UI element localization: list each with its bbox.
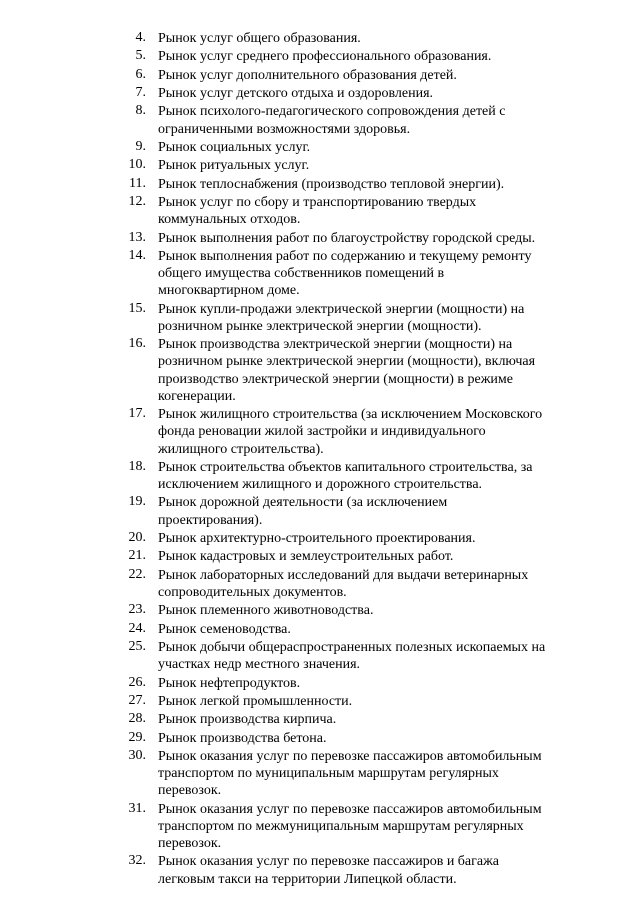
list-item-text-line bbox=[158, 84, 433, 102]
list-item-text-line bbox=[158, 601, 373, 619]
list-item-text-line bbox=[158, 800, 542, 818]
list-item-text: перевозок. bbox=[158, 783, 222, 799]
list-item-text: Рынок купли-продажи электрической энергии (мощности) на bbox=[158, 301, 525, 317]
list-item-text-line bbox=[158, 229, 535, 247]
list-item-number: 15. bbox=[128, 300, 146, 316]
list-item-text-line bbox=[158, 335, 512, 353]
list-item-text: Рынок семеноводства. bbox=[158, 621, 291, 637]
list-item-number: 22. bbox=[128, 566, 146, 582]
list-item-text-line bbox=[158, 511, 262, 529]
list-item-text-line bbox=[158, 138, 310, 156]
list-item-number: 11. bbox=[129, 175, 146, 191]
list-item-number: 6. bbox=[135, 66, 146, 82]
list-item-text-line bbox=[158, 852, 499, 870]
list-item-text-line bbox=[158, 120, 410, 138]
list-item-number: 19. bbox=[128, 494, 146, 510]
list-item-text: Рынок выполнения работ по благоустройству городской среды. bbox=[158, 230, 536, 246]
list-item-number: 32. bbox=[128, 853, 146, 869]
list-item-number: 9. bbox=[135, 138, 146, 154]
list-item-number: 5. bbox=[135, 48, 146, 64]
list-item-text-line bbox=[158, 834, 221, 852]
list-item-text-line bbox=[158, 29, 361, 47]
list-item-text-line bbox=[158, 781, 221, 799]
list-item-text-line bbox=[158, 264, 444, 282]
list-item-text: Рынок услуг по сбору и транспортированию твердых bbox=[158, 195, 477, 210]
list-item-number: 31. bbox=[128, 800, 146, 816]
list-item-text-line bbox=[158, 352, 535, 370]
list-item-text-line bbox=[158, 655, 360, 673]
list-item-number: 25. bbox=[128, 638, 146, 654]
list-item-text: Рынок ритуальных услуг. bbox=[158, 158, 310, 174]
list-item-text: Рынок психолого-педагогического сопровождения детей с bbox=[158, 104, 506, 120]
list-item-text-line bbox=[158, 458, 532, 476]
list-item-number: 24. bbox=[128, 620, 146, 636]
list-item-text-line bbox=[158, 156, 309, 174]
list-item-text: перевозок. bbox=[158, 836, 222, 852]
list-item-text: сопроводительных документов. bbox=[158, 584, 347, 600]
list-item-text: Рынок дорожной деятельности (за исключением bbox=[158, 495, 448, 511]
list-item-text: фонда реновации жилой застройки и индивидуального bbox=[158, 424, 486, 440]
list-item-text: общего имущества собственников помещений в bbox=[158, 266, 445, 282]
list-item-text: Рынок нефтепродуктов. bbox=[158, 675, 301, 691]
list-item-number: 30. bbox=[128, 747, 146, 763]
list-item-text-line bbox=[158, 317, 482, 335]
list-item-text: Рынок услуг детского отдыха и оздоровления. bbox=[158, 86, 434, 102]
list-item-text: Рынок кадастровых и землеустроительных работ. bbox=[158, 549, 454, 565]
list-item-text: Рынок оказания услуг по перевозке пассажиров автомобильным bbox=[158, 748, 542, 764]
list-item-text: Рынок жилищного строительства (за исключением Московского bbox=[158, 407, 543, 423]
list-item-text: участках недр местного значения. bbox=[158, 657, 361, 673]
list-item-text-line bbox=[158, 493, 447, 511]
list-item-text-line bbox=[158, 547, 453, 565]
list-item-text-line bbox=[158, 620, 291, 638]
list-item-text: производство электрической энергии (мощности) в режиме bbox=[158, 371, 513, 387]
list-item-number: 16. bbox=[128, 336, 146, 352]
list-item-text-line bbox=[158, 210, 300, 228]
list-item-text: Рынок оказания услуг по перевозке пассажиров и багажа bbox=[158, 854, 499, 870]
list-item-text-line bbox=[158, 405, 542, 423]
list-item-text: многоквартирном доме. bbox=[158, 283, 300, 299]
list-item-text-line bbox=[158, 747, 542, 765]
list-item-text-line bbox=[158, 66, 457, 84]
list-item-number: 12. bbox=[128, 194, 146, 209]
list-item-text-line bbox=[158, 692, 352, 710]
list-item-text-line bbox=[158, 102, 505, 120]
list-item-text-line bbox=[158, 674, 300, 692]
list-item-text: Рынок услуг среднего профессионального образования. bbox=[158, 49, 492, 65]
list-item-text: ограниченными возможностями здоровья. bbox=[158, 121, 411, 137]
list-item-text-line bbox=[158, 529, 475, 547]
list-item-text-line bbox=[158, 370, 513, 388]
list-item-text: Рынок легкой промышленности. bbox=[158, 693, 353, 709]
list-item-text: Рынок лабораторных исследований для выдачи ветеринарных bbox=[158, 567, 529, 583]
list-item-text: коммунальных отходов. bbox=[158, 212, 301, 228]
list-item-text-line bbox=[158, 710, 336, 728]
list-item-number: 8. bbox=[135, 103, 146, 119]
list-item-text: Рынок производства электрической энергии (мощности) на bbox=[158, 337, 513, 353]
list-item-text: Рынок оказания услуг по перевозке пассажиров автомобильным bbox=[158, 801, 542, 817]
list-item-text-line bbox=[158, 281, 300, 299]
list-item-number: 10. bbox=[128, 157, 146, 173]
list-item-number: 13. bbox=[128, 229, 146, 245]
list-item-text-line bbox=[158, 729, 327, 747]
list-item-number: 17. bbox=[128, 406, 146, 422]
list-item-number: 26. bbox=[128, 674, 146, 690]
list-item-text-line bbox=[158, 175, 504, 193]
list-item-text: Рынок услуг общего образования. bbox=[158, 31, 361, 46]
list-item-text: Рынок племенного животноводства. bbox=[158, 603, 374, 619]
list-item-text-line bbox=[158, 247, 531, 265]
list-item-number: 18. bbox=[128, 458, 146, 474]
list-item-text: Рынок услуг дополнительного образования детей. bbox=[158, 67, 457, 83]
list-item-number: 21. bbox=[128, 548, 146, 564]
list-item-text-line bbox=[158, 638, 545, 656]
list-item-text-line bbox=[158, 47, 491, 65]
list-item-text: исключением жилищного и дорожного строительства. bbox=[158, 477, 483, 493]
list-item-text: Рынок производства бетона. bbox=[158, 730, 327, 746]
list-item-number: 29. bbox=[128, 729, 146, 745]
list-item-number: 23. bbox=[128, 602, 146, 618]
list-item-text: Рынок выполнения работ по содержанию и текущему ремонту bbox=[158, 248, 532, 264]
list-item-text-line bbox=[158, 870, 457, 888]
list-item-text: Рынок строительства объектов капитального строительства, за bbox=[158, 459, 533, 475]
list-item-text-line bbox=[158, 566, 528, 584]
list-item-text: розничном рынке электрической энергии (мощности), включая bbox=[158, 354, 536, 370]
list-item-text-line bbox=[158, 193, 476, 211]
list-item-text-line bbox=[158, 764, 499, 782]
list-item-text-line bbox=[158, 583, 347, 601]
list-item-text-line bbox=[158, 475, 482, 493]
list-item-number: 14. bbox=[128, 247, 146, 263]
list-item-text: транспортом по муниципальным маршрутам регулярных bbox=[158, 766, 499, 782]
list-item-text: проектирования). bbox=[158, 512, 263, 528]
list-item-number: 28. bbox=[128, 711, 146, 727]
list-item-text: транспортом по межмуниципальным маршрутам регулярных bbox=[158, 818, 524, 834]
list-item-text-line bbox=[158, 440, 324, 458]
list-item-text: жилищного строительства). bbox=[158, 441, 324, 457]
list-item-text-line bbox=[158, 817, 524, 835]
list-item-number: 7. bbox=[135, 85, 146, 101]
list-item-text: Рынок архитектурно-строительного проектирования. bbox=[158, 531, 476, 546]
list-item-text-line bbox=[158, 387, 236, 405]
list-item-text: Рынок социальных услуг. bbox=[158, 139, 311, 155]
list-item-text-line bbox=[158, 422, 486, 440]
list-item-text: легковым такси на территории Липецкой области. bbox=[158, 871, 457, 887]
list-item-number: 20. bbox=[128, 530, 146, 545]
list-item-text: розничном рынке электрической энергии (мощности). bbox=[158, 318, 482, 334]
list-item-number: 27. bbox=[128, 692, 146, 708]
list-item-number: 4. bbox=[135, 30, 146, 45]
list-item-text: Рынок добычи общераспространенных полезных ископаемых на bbox=[158, 639, 546, 655]
list-item-text: Рынок производства кирпича. bbox=[158, 712, 337, 728]
list-item-text-line bbox=[158, 300, 524, 318]
list-item-text: когенерации. bbox=[158, 388, 236, 404]
list-item-text: Рынок теплоснабжения (производство тепловой энергии). bbox=[158, 176, 505, 192]
